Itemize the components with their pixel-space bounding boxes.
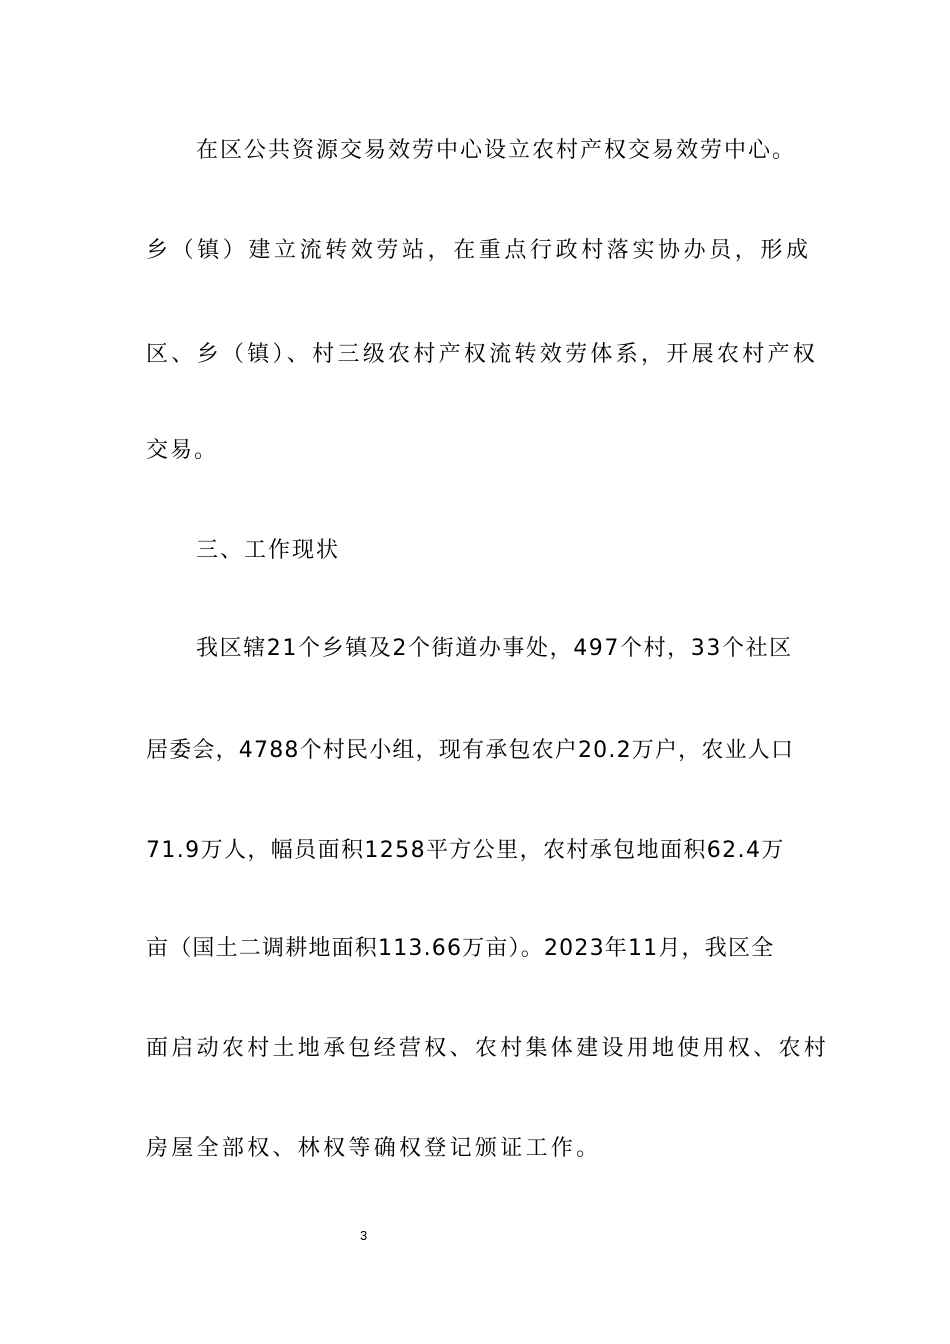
paragraph-line: 在区公共资源交易效劳中心设立农村产权交易效劳中心。 [196, 138, 797, 163]
paragraph-line: 交易。 [146, 438, 219, 463]
paragraph-line: 亩（国土二调耕地面积113.66万亩）。2023年11月，我区全 [146, 936, 775, 961]
paragraph-line: 房屋全部权、林权等确权登记颁证工作。 [146, 1136, 602, 1161]
paragraph-line: 区、乡（镇）、村三级农村产权流转效劳体系，开展农村产权 [146, 342, 819, 367]
paragraph-line: 居委会，4788个村民小组，现有承包农户20.2万户，农业人口 [146, 738, 795, 763]
paragraph-line: 71.9万人，幅员面积1258平方公里，农村承包地面积62.4万 [146, 838, 785, 863]
paragraph-line: 乡（镇）建立流转效劳站，在重点行政村落实协办员，形成 [146, 238, 812, 263]
paragraph-line: 面启动农村土地承包经营权、农村集体建设用地使用权、农村 [146, 1036, 830, 1061]
page-number: 3 [360, 1228, 368, 1243]
paragraph-line: 我区辖21个乡镇及2个街道办事处，497个村，33个社区 [196, 636, 793, 661]
section-heading: 三、工作现状 [196, 538, 341, 563]
